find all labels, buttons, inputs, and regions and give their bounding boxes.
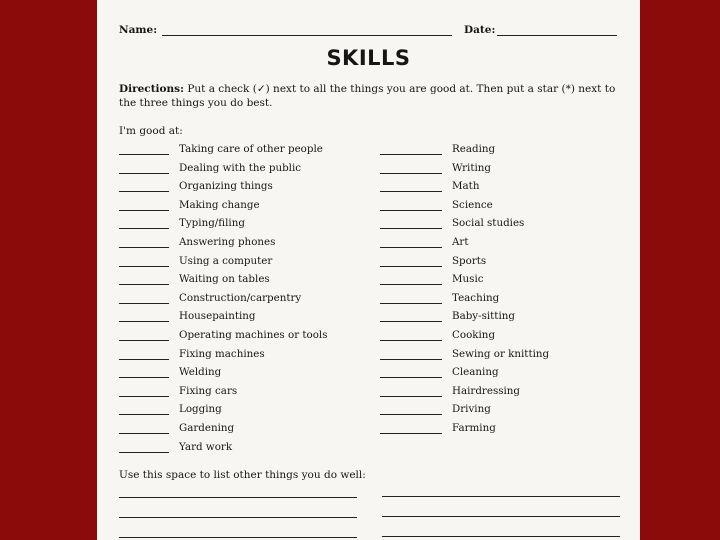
skill-label: Baby-sitting bbox=[452, 310, 515, 323]
skill-check-blank[interactable] bbox=[119, 284, 169, 285]
name-label: Name: bbox=[119, 24, 158, 36]
skill-check-blank[interactable] bbox=[119, 340, 169, 341]
skill-label: Operating machines or tools bbox=[179, 328, 328, 341]
skill-label: Waiting on tables bbox=[179, 273, 270, 286]
directions-text: Put a check (✓) next to all the things you are good at. Then put a star (*) next to the three things you do best. bbox=[119, 83, 616, 109]
skill-label: Farming bbox=[452, 421, 496, 434]
skill-check-blank[interactable] bbox=[380, 303, 442, 304]
skill-check-blank[interactable] bbox=[380, 396, 442, 397]
skill-label: Reading bbox=[452, 143, 496, 155]
skill-check-blank[interactable] bbox=[380, 247, 442, 248]
skill-check-blank[interactable] bbox=[119, 414, 169, 415]
skill-label: Organizing things bbox=[179, 180, 273, 193]
skill-label: Sewing or knitting bbox=[452, 347, 550, 360]
skill-check-blank[interactable] bbox=[119, 377, 169, 378]
skill-label: Hairdressing bbox=[452, 384, 521, 397]
date-label: Date: bbox=[464, 24, 496, 36]
header bbox=[119, 22, 618, 40]
skill-label: Taking care of other people bbox=[179, 143, 323, 155]
other-skill-line[interactable] bbox=[119, 497, 357, 498]
skill-label: Music bbox=[452, 273, 484, 286]
good-at-label: I'm good at: bbox=[119, 125, 183, 137]
skill-label: Fixing machines bbox=[179, 347, 265, 360]
skill-label: Dealing with the public bbox=[179, 161, 302, 174]
skill-label: Answering phones bbox=[179, 235, 276, 248]
skill-check-blank[interactable] bbox=[380, 321, 442, 322]
skill-check-blank[interactable] bbox=[119, 228, 169, 229]
skill-check-blank[interactable] bbox=[119, 173, 169, 174]
skill-check-blank[interactable] bbox=[119, 247, 169, 248]
skill-label: Sports bbox=[452, 254, 487, 267]
skill-check-blank[interactable] bbox=[380, 340, 442, 341]
skill-check-blank[interactable] bbox=[119, 210, 169, 211]
skill-label: Art bbox=[452, 235, 469, 248]
skill-label: Cleaning bbox=[452, 366, 499, 379]
skill-label: Using a computer bbox=[179, 254, 273, 267]
skill-check-blank[interactable] bbox=[380, 228, 442, 229]
date-field[interactable] bbox=[497, 35, 617, 36]
skill-label: Teaching bbox=[452, 291, 500, 304]
skill-check-blank[interactable] bbox=[380, 266, 442, 267]
other-skill-line[interactable] bbox=[382, 536, 620, 537]
skill-label: Fixing cars bbox=[179, 384, 238, 397]
skill-label: Writing bbox=[452, 161, 491, 174]
skill-label: Gardening bbox=[179, 421, 235, 434]
skill-label: Making change bbox=[179, 198, 260, 211]
other-skill-line[interactable] bbox=[119, 517, 357, 518]
other-skills-label: Use this space to list other things you do well: bbox=[119, 469, 366, 481]
other-skill-line[interactable] bbox=[382, 496, 620, 497]
skill-label: Social studies bbox=[452, 217, 525, 230]
directions-lead: Directions: bbox=[119, 83, 184, 95]
skill-check-blank[interactable] bbox=[380, 359, 442, 360]
skill-label: Driving bbox=[452, 403, 491, 416]
skill-check-blank[interactable] bbox=[119, 433, 169, 434]
skill-label: Math bbox=[452, 180, 480, 193]
skill-check-blank[interactable] bbox=[380, 191, 442, 192]
skill-check-blank[interactable] bbox=[119, 396, 169, 397]
skill-label: Welding bbox=[179, 366, 222, 379]
skill-check-blank[interactable] bbox=[380, 154, 442, 155]
skill-label: Logging bbox=[179, 403, 222, 416]
skill-check-blank[interactable] bbox=[119, 303, 169, 304]
skill-check-blank[interactable] bbox=[380, 414, 442, 415]
skill-label: Construction/carpentry bbox=[179, 291, 302, 304]
skill-check-blank[interactable] bbox=[380, 433, 442, 434]
page-title: SKILLS bbox=[326, 46, 411, 70]
skill-check-blank[interactable] bbox=[380, 210, 442, 211]
skill-check-blank[interactable] bbox=[119, 154, 169, 155]
skill-check-blank[interactable] bbox=[380, 377, 442, 378]
directions bbox=[119, 82, 624, 110]
skill-check-blank[interactable] bbox=[119, 359, 169, 360]
worksheet-page bbox=[97, 0, 640, 540]
name-field[interactable] bbox=[162, 35, 452, 36]
skill-label: Science bbox=[452, 198, 493, 211]
skill-check-blank[interactable] bbox=[119, 191, 169, 192]
skill-label: Yard work bbox=[179, 440, 233, 453]
skill-check-blank[interactable] bbox=[380, 284, 442, 285]
other-skill-line[interactable] bbox=[382, 516, 620, 517]
skill-check-blank[interactable] bbox=[119, 321, 169, 322]
skill-check-blank[interactable] bbox=[119, 452, 169, 453]
skill-label: Cooking bbox=[452, 328, 496, 341]
skill-check-blank[interactable] bbox=[380, 173, 442, 174]
skill-label: Typing/filing bbox=[179, 217, 245, 230]
other-skill-line[interactable] bbox=[119, 537, 357, 538]
skill-check-blank[interactable] bbox=[119, 266, 169, 267]
skill-label: Housepainting bbox=[179, 310, 256, 323]
